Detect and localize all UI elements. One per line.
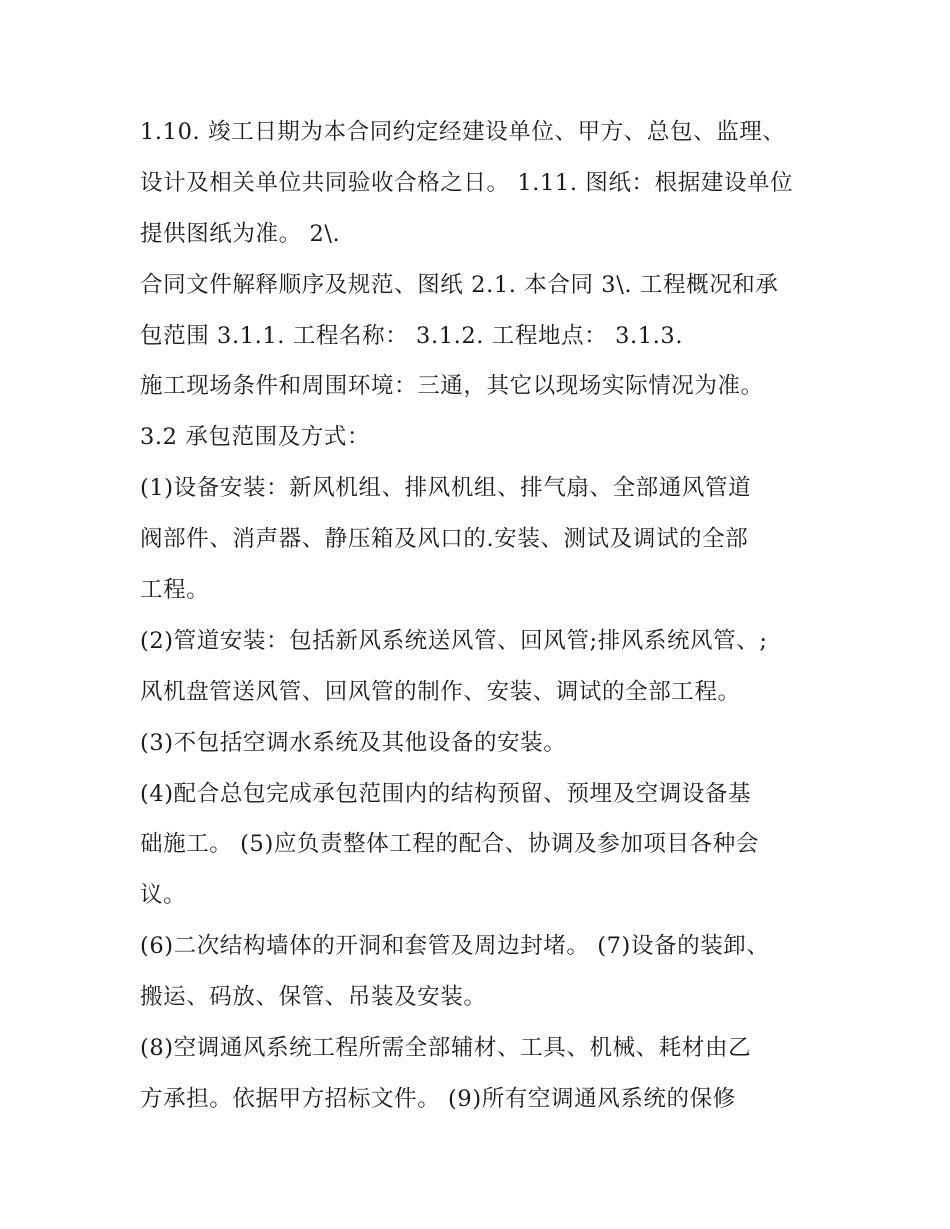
- contract-text-body: [140, 107, 830, 1125]
- text-line: 施工现场条件和周围环境：三通，其它以现场实际情况为准。: [140, 373, 764, 400]
- text-line: 3.2 承包范围及方式：: [140, 424, 371, 451]
- text-line: (8)空调通风系统工程所需全部辅材、工具、机械、耗材由乙: [140, 1035, 752, 1062]
- text-line: 础施工。 (5)应负责整体工程的配合、协调及参加项目各种会: [140, 831, 759, 858]
- text-line: 方承担。依据甲方招标文件。 (9)所有空调通风系统的保修: [140, 1085, 736, 1112]
- text-line: 工程。: [140, 577, 210, 604]
- text-line: 议。: [140, 882, 187, 909]
- text-line: 提供图纸为准。 2\.: [140, 220, 341, 247]
- text-line: (6)二次结构墙体的开洞和套管及周边封堵。 (7)设备的装卸、: [140, 933, 770, 960]
- text-line: (2)管道安装：包括新风系统送风管、回风管;排风系统风管、;: [140, 627, 768, 654]
- text-line: 1.10. 竣工日期为本合同约定经建设单位、甲方、总包、监理、: [140, 119, 786, 145]
- text-line: 设计及相关单位共同验收合格之日。 1.11. 图纸：根据建设单位: [140, 169, 794, 196]
- text-line: (4)配合总包完成承包范围内的结构预留、预埋及空调设备基: [140, 780, 752, 807]
- text-line: (3)不包括空调水系统及其他设备的安装。: [140, 729, 567, 756]
- text-line: 合同文件解释顺序及规范、图纸 2.1. 本合同 3\. 工程概况和承: [140, 271, 779, 298]
- text-line: 包范围 3.1.1. 工程名称： 3.1.2. 工程地点： 3.1.3.: [140, 322, 684, 349]
- text-line: 阀部件、消声器、静压箱及风口的.安装、测试及调试的全部: [140, 526, 749, 553]
- text-line: (1)设备安装：新风机组、排风机组、排气扇、全部通风管道: [140, 475, 752, 502]
- text-line: 搬运、码放、保管、吊装及安装。: [140, 984, 487, 1011]
- text-line: 风机盘管送风管、回风管的制作、安装、调试的全部工程。: [140, 678, 741, 705]
